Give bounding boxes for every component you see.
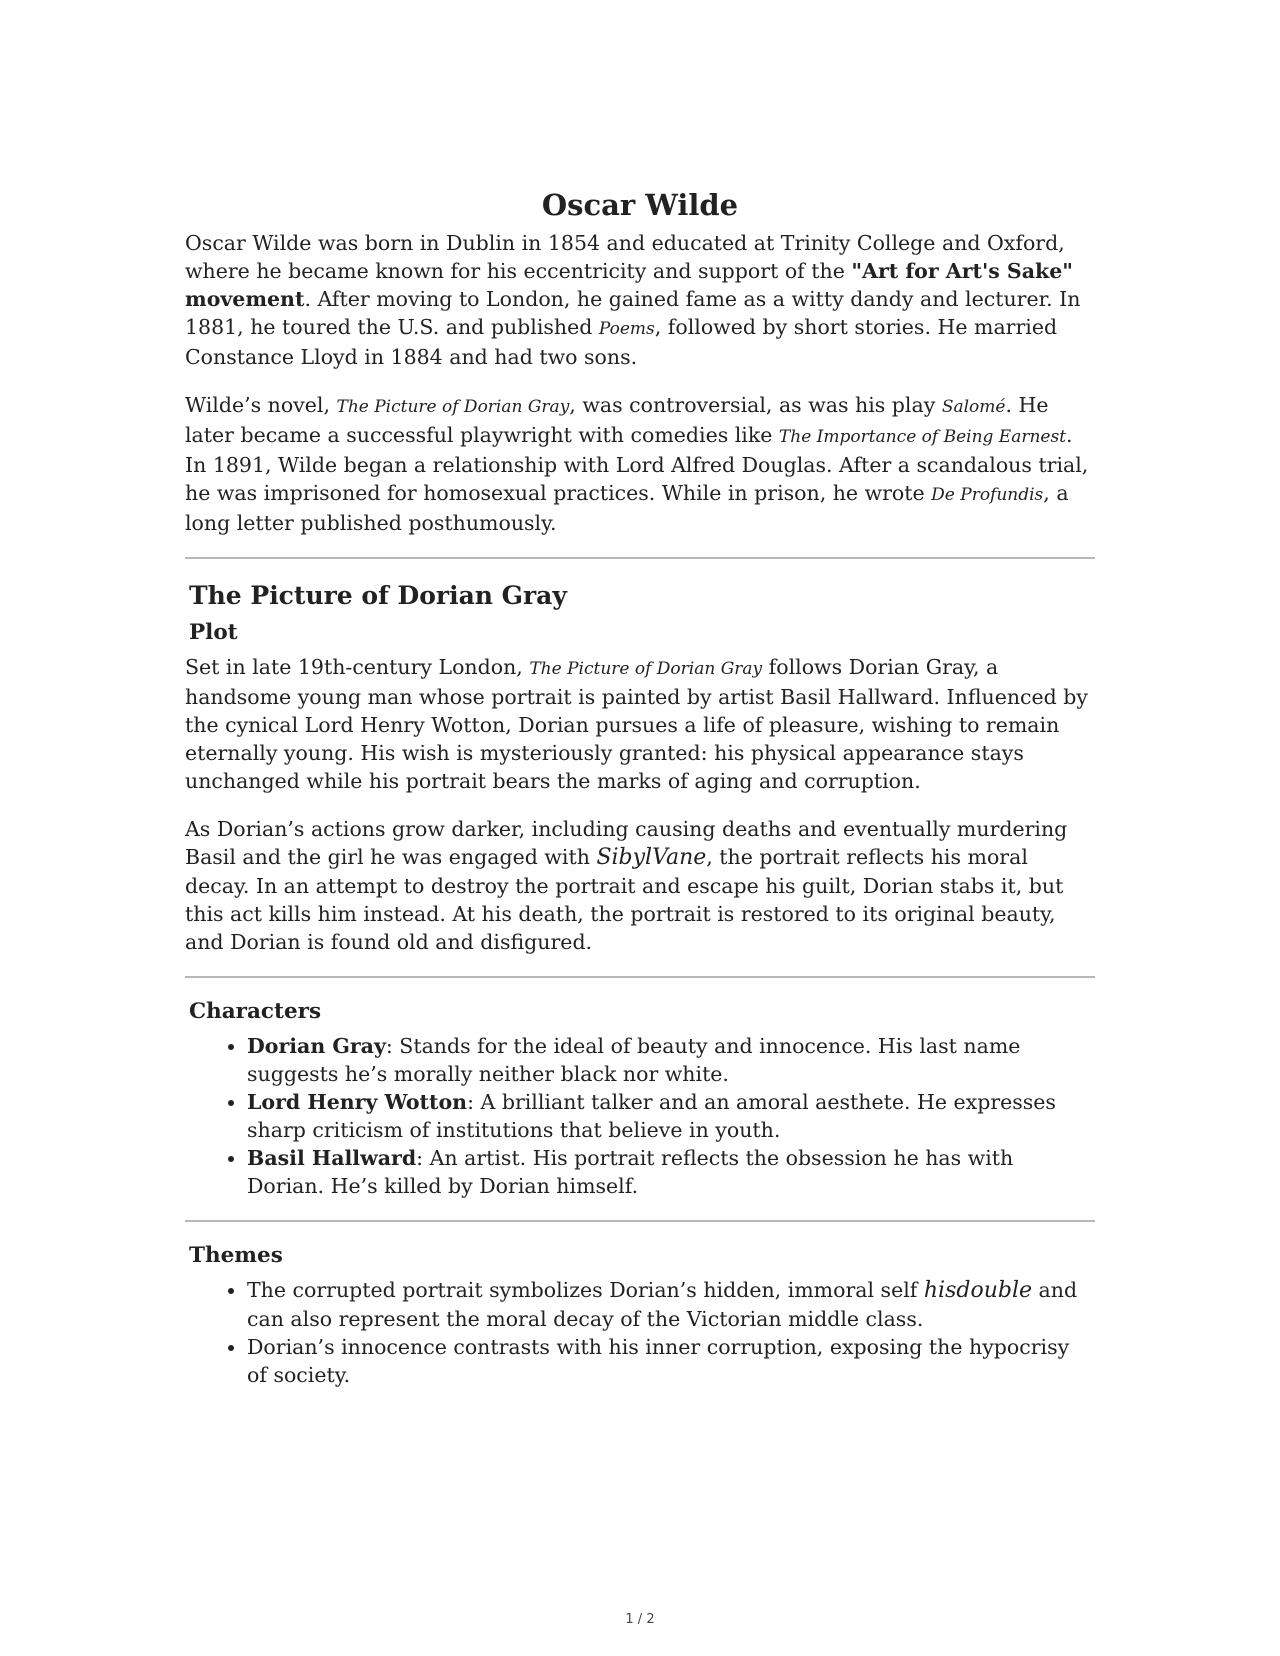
book-title-poems: Poems	[598, 318, 655, 339]
plot-paragraph-1	[185, 653, 1095, 795]
bio-paragraph-1	[185, 229, 1095, 371]
text-run: , the portrait reflects his moral decay. In an attempt to destroy the portrait and escape his guilt, Dorian stabs it, but this act kills him instead. At his death, the portrait is restored to its original beauty, and Dorian is found old and disfigured.	[185, 844, 1064, 954]
character-name: Basil Hallward	[247, 1145, 417, 1170]
text-run: Oscar Wilde was born in Dublin in 1854 and educated at Trinity College and Oxford, where he became known for his eccentricity and support of the	[185, 230, 1065, 283]
text-run: , a long letter published posthumously.	[185, 480, 1069, 535]
page-number: 1 / 2	[625, 1612, 655, 1627]
text-run: , followed by short stories. He married Constance Lloyd in 1884 and had two sons.	[185, 314, 1058, 369]
book-title-de-profundis: De Profundis	[931, 484, 1044, 505]
list-item	[247, 1032, 1095, 1088]
plot-heading: Plot	[189, 619, 238, 645]
text-run: and can also represent the moral decay of the Victorian middle class.	[247, 1277, 1078, 1331]
text-run: . He later became a successful playwright with comedies like	[185, 392, 1049, 447]
section-divider	[185, 1220, 1095, 1222]
document-title: Oscar Wilde	[541, 188, 739, 222]
book-title-dorian-gray: The Picture of Dorian Gray	[336, 396, 570, 417]
document-page	[185, 188, 1095, 1409]
book-title-dorian-gray: The Picture of Dorian Gray	[529, 658, 763, 679]
text-run: follows Dorian Gray, a handsome young man whose portrait is painted by artist Basil Hallward. Influenced by the cynical Lord Henry Wotton, Dorian pursues a life of pleasure, wishing to remain eternally young. His wish is mysteriously granted: his physical appearance stays unchanged while his portrait bears the marks of aging and corruption.	[185, 654, 1089, 793]
plot-paragraph-2	[185, 815, 1095, 956]
section-divider	[185, 557, 1095, 559]
play-title-salome: Salomé	[941, 396, 1006, 417]
list-item	[247, 1088, 1095, 1144]
text-run: Set in late 19th-century London,	[185, 654, 530, 679]
text-run: . In 1891, Wilde began a relationship with Lord Alfred Douglas. After a scandalous trial, he was imprisoned for homosexual practices. While in prison, he wrote	[185, 422, 1089, 505]
text-run: The corrupted portrait symbolizes Dorian’s hidden, immoral self	[247, 1277, 924, 1302]
text-run: Dorian’s innocence contrasts with his inner corruption, exposing the hypocrisy of society.	[247, 1334, 1070, 1387]
character-description: : An artist. His portrait reflects the obsession he has with Dorian. He’s killed by Dorian himself.	[247, 1145, 1014, 1198]
themes-list	[185, 1276, 1095, 1389]
character-description: : A brilliant talker and an amoral aesthete. He expresses sharp criticism of institutions that believe in youth.	[247, 1089, 1056, 1142]
play-title-earnest: The Importance of Being Earnest	[778, 426, 1067, 447]
math-text-sibyl-vane: SibylVane	[596, 844, 707, 870]
characters-heading: Characters	[189, 998, 322, 1024]
character-description: : Stands for the ideal of beauty and innocence. His last name suggests he’s morally neither black nor white.	[247, 1033, 1021, 1086]
section-divider	[185, 976, 1095, 978]
text-run: Wilde’s novel,	[185, 392, 337, 417]
list-item	[247, 1144, 1095, 1200]
themes-heading: Themes	[189, 1242, 283, 1268]
bold-phrase: "Art for Art's Sake" movement	[185, 258, 1073, 311]
character-name: Dorian Gray	[247, 1033, 386, 1058]
text-run: . After moving to London, he gained fame as a witty dandy and lecturer. In 1881, he toured the U.S. and published	[185, 286, 1081, 339]
list-item	[247, 1333, 1095, 1389]
character-name: Lord Henry Wotton	[247, 1089, 468, 1114]
bio-paragraph-2	[185, 391, 1095, 537]
text-run: As Dorian’s actions grow darker, including causing deaths and eventually murdering Basil and the girl he was engaged with	[185, 816, 1068, 869]
list-item	[247, 1276, 1095, 1333]
text-run: , was controversial, as was his play	[569, 392, 942, 417]
math-text-his-double: hisdouble	[923, 1277, 1033, 1303]
characters-list	[185, 1032, 1095, 1200]
section-title: The Picture of Dorian Gray	[189, 580, 567, 610]
